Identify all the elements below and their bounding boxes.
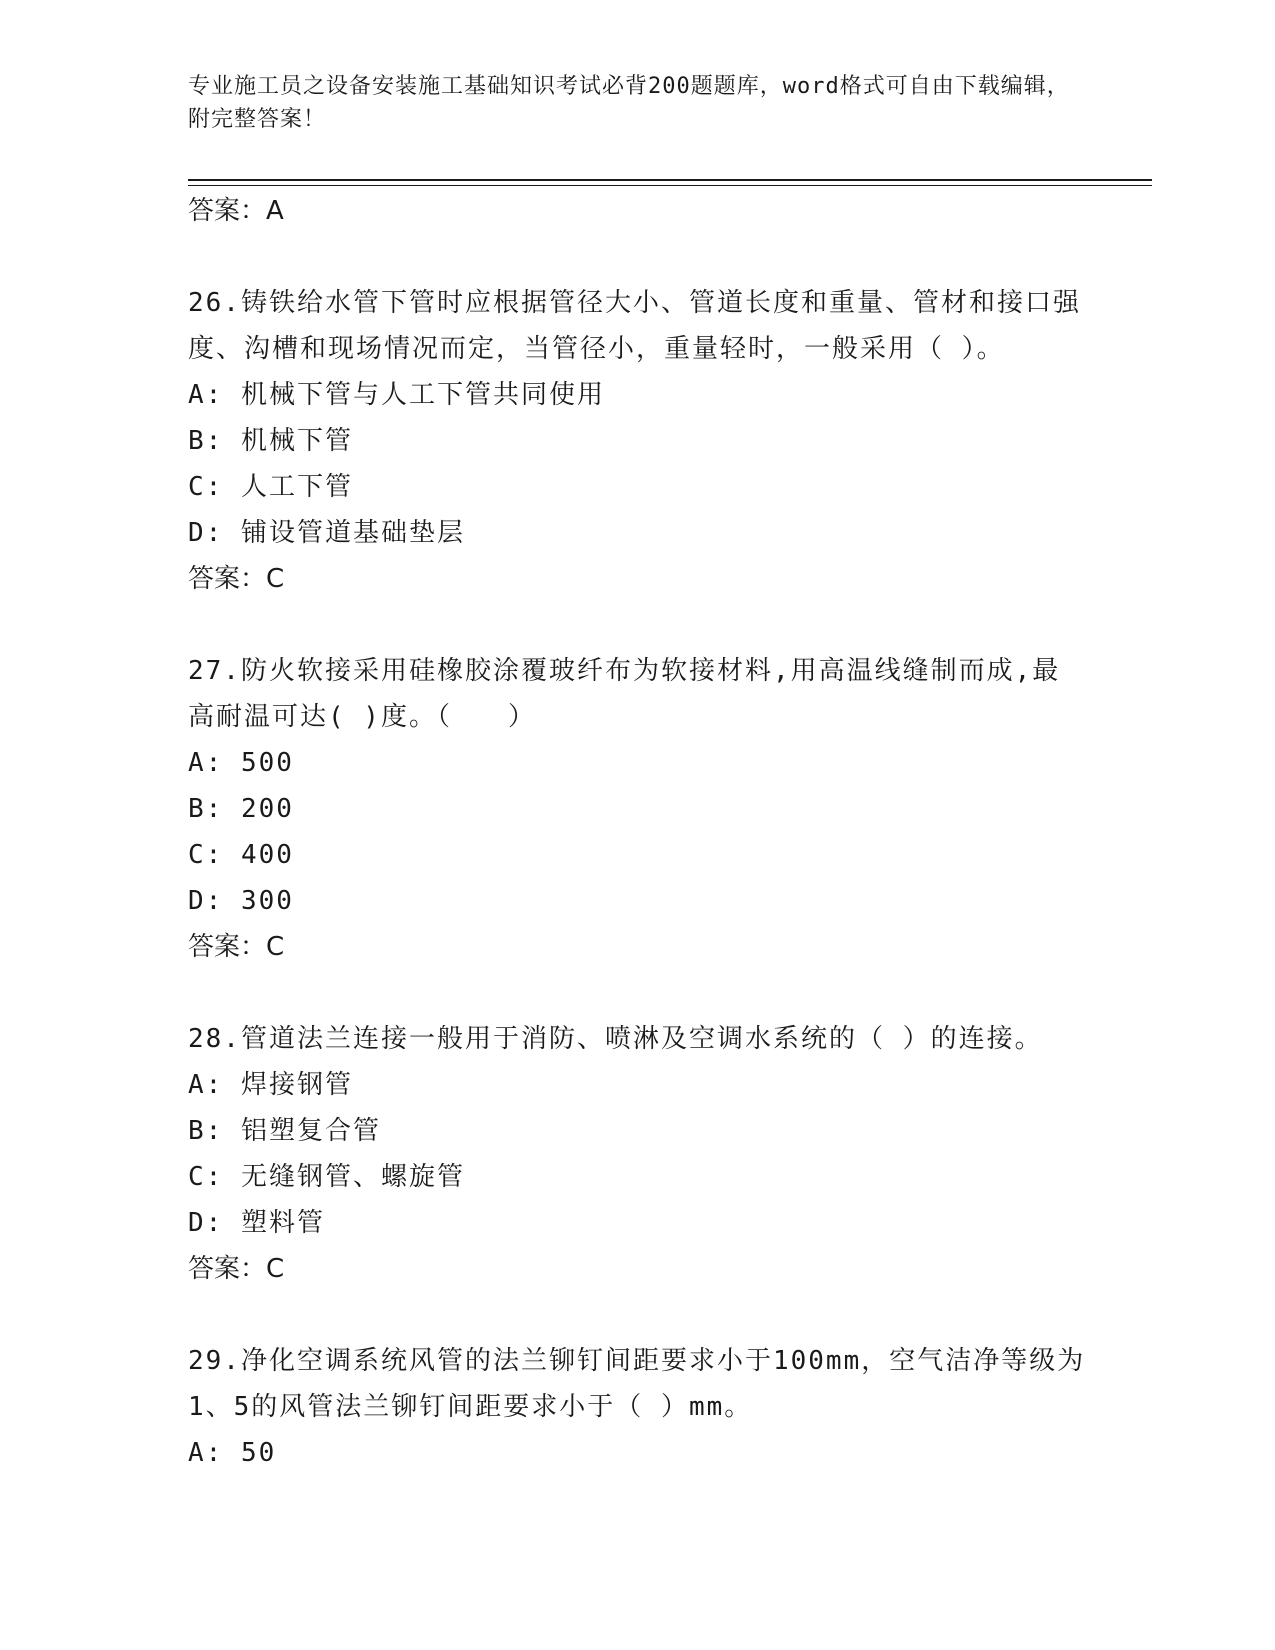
- header-divider-thin: [188, 185, 1152, 186]
- option-d: D: 300: [188, 886, 294, 916]
- answer-value: C: [266, 932, 285, 962]
- option-b: B: 铝塑复合管: [188, 1116, 381, 1146]
- question-27: 27.防火软接采用硅橡胶涂覆玻纤布为软接材料,用高温线缝制而成,最高耐温可达( )度。（ ）: [188, 656, 1061, 732]
- question-28: 28.管道法兰连接一般用于消防、喷淋及空调水系统的（ ）的连接。: [188, 1024, 1043, 1054]
- answer-value: C: [266, 1254, 285, 1284]
- answer-label: 答案：: [188, 196, 267, 226]
- answer-label: 答案：: [188, 564, 267, 594]
- option-c: C: 无缝钢管、螺旋管: [188, 1162, 465, 1192]
- document-header: 专业施工员之设备安装施工基础知识考试必背200题题库，word格式可自由下载编辑，附完整答案！: [188, 74, 1070, 132]
- option-a: A: 50: [188, 1438, 277, 1468]
- option-c: C: 400: [188, 840, 294, 870]
- option-a: A: 机械下管与人工下管共同使用: [188, 380, 605, 410]
- option-a: A: 焊接钢管: [188, 1070, 353, 1100]
- option-b: B: 200: [188, 794, 294, 824]
- answer-line: [188, 924, 1088, 970]
- answer-value: A: [266, 196, 284, 226]
- answer-line: [188, 188, 1088, 234]
- option-b: B: 机械下管: [188, 426, 353, 456]
- option-d: D: 塑料管: [188, 1208, 325, 1238]
- question-list: [188, 188, 1088, 1476]
- answer-label: 答案：: [188, 1254, 267, 1284]
- option-d: D: 铺设管道基础垫层: [188, 518, 465, 548]
- header-divider-thick: [188, 179, 1152, 181]
- option-a: A: 500: [188, 748, 294, 778]
- answer-line: [188, 556, 1088, 602]
- answer-line: [188, 1246, 1088, 1292]
- answer-value: C: [266, 564, 285, 594]
- question-29: 29.净化空调系统风管的法兰铆钉间距要求小于100mm，空气洁净等级为1、5的风管法兰铆钉间距要求小于（ ）mm。: [188, 1346, 1086, 1422]
- option-c: C: 人工下管: [188, 472, 353, 502]
- question-26: 26.铸铁给水管下管时应根据管径大小、管道长度和重量、管材和接口强度、沟槽和现场情况而定，当管径小，重量轻时，一般采用（ ）。: [188, 288, 1081, 364]
- answer-label: 答案：: [188, 932, 267, 962]
